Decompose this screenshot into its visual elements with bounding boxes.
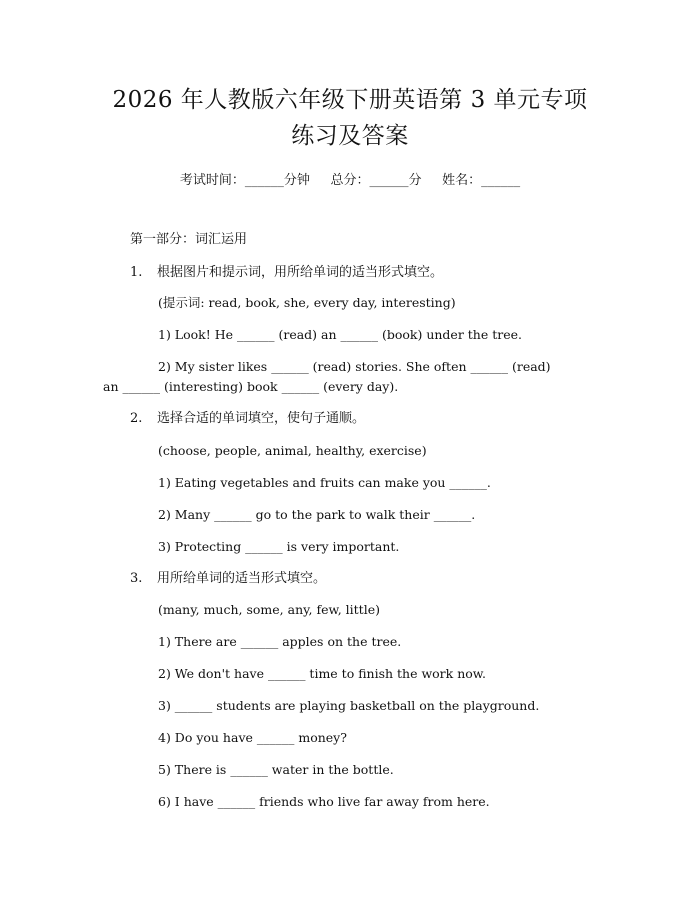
question-3-hint: (many, much, some, any, few, little): [158, 602, 380, 617]
question-2-item-2: 2) Many ______ go to the park to walk their ______.: [158, 507, 476, 522]
document-title-line-2: 练习及答案: [291, 123, 409, 149]
question-2-item-3: 3) Protecting ______ is very important.: [158, 539, 400, 554]
question-1-prompt: 根据图片和提示词，用所给单词的适当形式填空。: [157, 265, 444, 280]
question-1-hint: (提示词: read, book, she, every day, interesting): [158, 295, 456, 310]
exam-info-line: 考试时间：______分钟 总分：______分 姓名：______: [179, 173, 521, 188]
question-3-number: 3.: [130, 571, 143, 586]
question-1-item-1: 1) Look! He ______ (read) an ______ (book) under the tree.: [158, 327, 522, 342]
question-3-item-2: 2) We don't have ______ time to finish the work now.: [158, 666, 486, 681]
question-2-hint: (choose, people, animal, healthy, exercise): [158, 443, 427, 458]
question-3-item-4: 4) Do you have ______ money?: [158, 730, 347, 745]
question-1-item-2-continued: an ______ (interesting) book ______ (every day).: [103, 379, 399, 394]
section-heading: 第一部分：词汇运用: [130, 232, 248, 247]
question-3-item-1: 1) There are ______ apples on the tree.: [158, 634, 402, 649]
question-3-item-5: 5) There is ______ water in the bottle.: [158, 762, 394, 777]
question-1-number: 1.: [130, 265, 143, 280]
question-1-item-2: 2) My sister likes ______ (read) stories. She often ______ (read): [158, 359, 551, 374]
question-2-prompt: 选择合适的单词填空，使句子通顺。: [157, 411, 366, 426]
document-title-line-1: 2026 年人教版六年级下册英语第 3 单元专项: [112, 87, 588, 113]
question-3-item-6: 6) I have ______ friends who live far away from here.: [158, 794, 490, 809]
question-3-prompt: 用所给单词的适当形式填空。: [157, 571, 327, 586]
question-2-number: 2.: [130, 411, 143, 426]
question-2-item-1: 1) Eating vegetables and fruits can make you ______.: [158, 475, 491, 490]
question-3-item-3: 3) ______ students are playing basketball on the playground.: [158, 698, 540, 713]
